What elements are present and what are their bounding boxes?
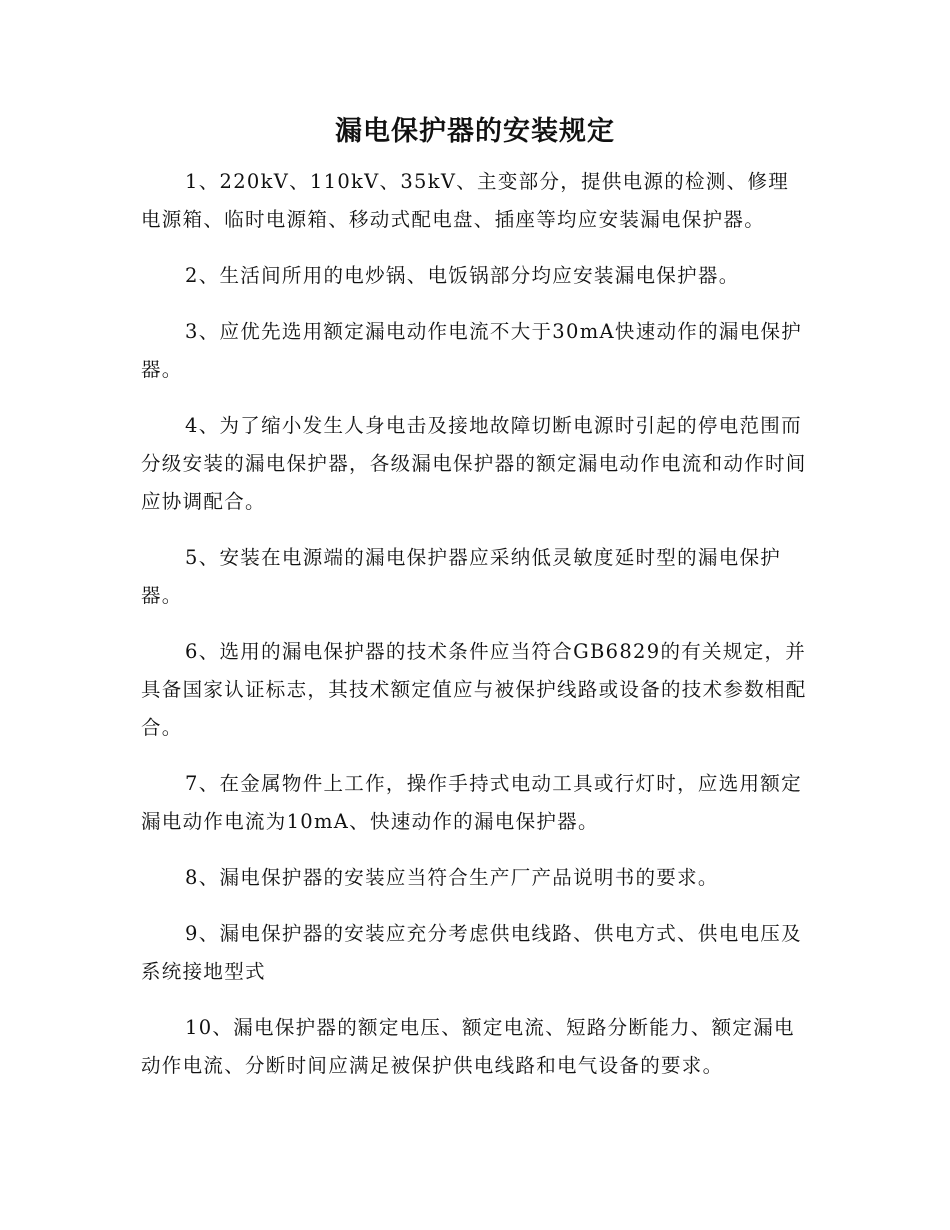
paragraph-2: 2、生活间所用的电炒锅、电饭锅部分均应安装漏电保护器。	[185, 264, 740, 287]
paragraph-8: 8、漏电保护器的安装应当符合生产厂产品说明书的要求。	[185, 866, 719, 889]
paragraph-9: 9、漏电保护器的安装应充分考虑供电线路、供电方式、供电电压及系统接地型式	[141, 922, 802, 983]
document-title: 漏电保护器的安装规定	[335, 116, 615, 147]
paragraph-5: 5、安装在电源端的漏电保护器应采纳低灵敏度延时型的漏电保护器。	[141, 546, 782, 607]
paragraph-7: 7、在金属物件上工作，操作手持式电动工具或行灯时，应选用额定漏电动作电流为10mA、快速动作的漏电保护器。	[141, 772, 802, 833]
document-body	[141, 163, 809, 1103]
paragraph-3: 3、应优先选用额定漏电动作电流不大于30mA快速动作的漏电保护器。	[141, 320, 803, 381]
paragraph-4: 4、为了缩小发生人身电击及接地故障切断电源时引起的停电范围而分级安装的漏电保护器，各级漏电保护器的额定漏电动作电流和动作时间应协调配合。	[141, 414, 807, 513]
paragraph-6: 6、选用的漏电保护器的技术条件应当符合GB6829的有关规定，并具备国家认证标志，其技术额定值应与被保护线路或设备的技术参数相配合。	[141, 640, 807, 739]
paragraph-1: 1、220kV、110kV、35kV、主变部分，提供电源的检测、修理电源箱、临时电源箱、移动式配电盘、插座等均应安装漏电保护器。	[141, 170, 790, 231]
paragraph-10: 10、漏电保护器的额定电压、额定电流、短路分断能力、额定漏电动作电流、分断时间应满足被保护供电线路和电气设备的要求。	[141, 1016, 795, 1077]
